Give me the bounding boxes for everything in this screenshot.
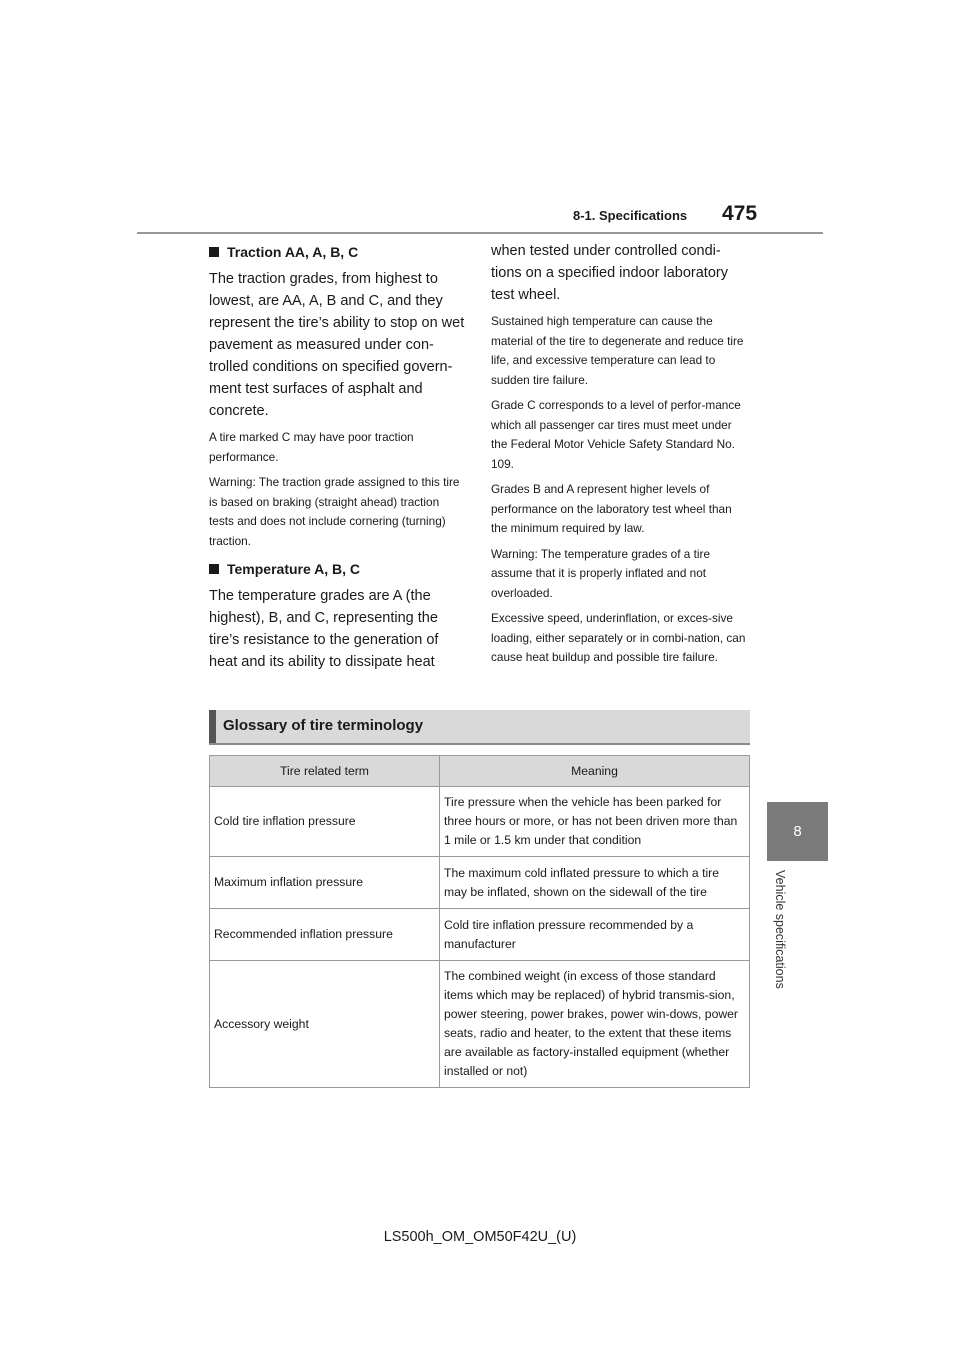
heading-accent: [209, 710, 216, 743]
glossary-table: [209, 755, 750, 1088]
traction-heading: [209, 244, 467, 260]
table-header-row: [210, 756, 750, 787]
traction-warning: Warning: The traction grade assigned to this tire is based on braking (straight ahead) traction tests and does not include cornering (turning) traction.: [209, 475, 460, 548]
traction-note: A tire marked C may have poor traction performance.: [209, 430, 414, 464]
note-grade-c: Grade C corresponds to a level of perfor-mance which all passenger car tires must meet under the Federal Motor Vehicle Safety Standard No. 109.: [491, 398, 741, 471]
traction-heading-text: Traction AA, A, B, C: [227, 244, 359, 260]
traction-body: The traction grades, from highest to lowest, are AA, A, B and C, and they represent the tire’s ability to stop on wet pavement as measured under con-trolled conditions on specified govern-ment test surfaces of asphalt and concrete.: [209, 271, 465, 419]
page-number: 475: [722, 202, 758, 225]
temperature-heading: [209, 561, 467, 577]
note-degenerate: Sustained high temperature can cause the material of the tire to degenerate and reduce tire life, and excessive temperature can lead to sudden tire failure.: [491, 314, 744, 387]
document-id: LS500h_OM_OM50F42U_(U): [383, 1229, 577, 1245]
chapter-label-text: Vehicle specifications: [773, 870, 787, 989]
square-bullet-icon: [209, 564, 219, 574]
note-excessive-speed: Excessive speed, underinflation, or exces-sive loading, either separately or in combi-nation, can cause heat buildup and possible tire failure.: [491, 611, 746, 664]
section-title: 8-1. Specifications: [573, 208, 688, 223]
glossary-title: Glossary of tire terminology: [223, 717, 424, 734]
header-term: Tire related term: [210, 756, 440, 787]
left-column: [209, 240, 467, 679]
term-cell: Maximum inflation pressure: [210, 857, 440, 909]
table-row: [210, 857, 750, 909]
temperature-heading-text: Temperature A, B, C: [227, 561, 361, 577]
table-row: [210, 909, 750, 961]
header-meaning: Meaning: [440, 756, 750, 787]
temperature-body: The temperature grades are A (the highest), B, and C, representing the tire’s resistance to the generation of heat and its ability to dissipate heat: [209, 588, 439, 670]
right-column: [491, 240, 749, 674]
note-warning: Warning: The temperature grades of a tire assume that it is properly inflated and not overloaded.: [491, 546, 711, 600]
meaning-cell: The combined weight (in excess of those standard items which may be replaced) of hybrid transmis-sion, power steering, power brakes, power win-dows, power seats, radio and heater, to the extent that these items are available as factory-installed equipment (whether installed or not): [440, 961, 750, 1088]
glossary-heading-bar: [209, 710, 750, 745]
chapter-label: [766, 870, 794, 1014]
term-cell: Recommended inflation pressure: [210, 909, 440, 961]
temperature-continuation: when tested under controlled condi-tions on a specified indoor laboratory test wheel.: [491, 243, 728, 303]
header-divider: [137, 232, 823, 234]
meaning-cell: Tire pressure when the vehicle has been parked for three hours or more, or has not been driven more than 1 mile or 1.5 km under that condition: [440, 787, 750, 857]
term-cell: Cold tire inflation pressure: [210, 787, 440, 857]
term-cell: Accessory weight: [210, 961, 440, 1088]
table-row: [210, 787, 750, 857]
meaning-cell: Cold tire inflation pressure recommended by a manufacturer: [440, 909, 750, 961]
table-row: [210, 961, 750, 1088]
note-grades-b-a: Grades B and A represent higher levels of performance on the laboratory test wheel than the minimum required by law.: [491, 482, 732, 535]
chapter-tab: 8: [767, 802, 828, 861]
meaning-cell: The maximum cold inflated pressure to which a tire may be inflated, shown on the sidewall of the tire: [440, 857, 750, 909]
square-bullet-icon: [209, 247, 219, 257]
